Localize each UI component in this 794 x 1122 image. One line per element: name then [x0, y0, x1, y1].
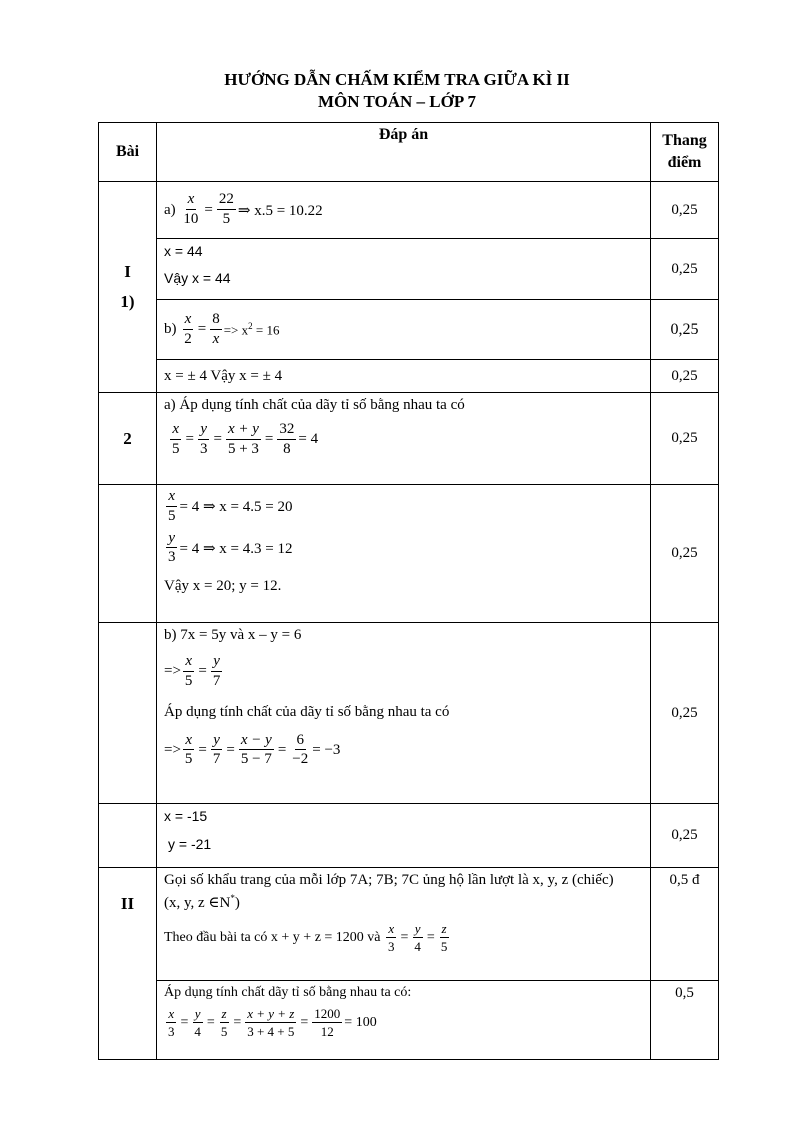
points-cell: 0,25 — [651, 300, 719, 360]
grading-table — [98, 122, 719, 1060]
answer-cell: x = 44 Vậy x = 44 — [157, 239, 651, 300]
points-cell: 0,25 — [651, 182, 719, 239]
table-row — [99, 804, 719, 868]
bai-cell-I-1: I 1) — [99, 182, 157, 393]
answer-cell: $\frac{x}{5}$ = 4 ⇒ x = 4.5 = 20 $\frac{y}{3}$ = 4 ⇒ x = 4.3 = 12 Vậy x = 20; y = 12. — [157, 485, 651, 623]
answer-cell: a) $\frac{x}{10}$ = $\frac{22}{5}$ ⇒ x.5 = 10.22 — [157, 182, 651, 239]
header-bai: Bài — [99, 123, 157, 182]
bai-cell-2: 2 — [99, 393, 157, 485]
header-row — [99, 123, 719, 182]
table-row — [99, 981, 719, 1060]
table-row — [99, 239, 719, 300]
answer-cell: Gọi số khẩu trang của mỗi lớp 7A; 7B; 7C ủng hộ lần lượt là x, y, z (chiếc) (x, y, z ∈N*) Theo đầu bài ta có x + y + z = 1200 và $\frac{x}{3}$ = $\frac{y}{4}$ = $\frac{z}{5}$ — [157, 868, 651, 981]
points-cell: 0,25 — [651, 804, 719, 868]
bai-cell-empty — [99, 485, 157, 623]
table-row — [99, 868, 719, 981]
bai-cell-empty — [99, 804, 157, 868]
table-row — [99, 182, 719, 239]
points-cell: 0,25 — [651, 393, 719, 485]
table-row — [99, 623, 719, 804]
table-row — [99, 485, 719, 623]
points-cell: 0,5 — [651, 981, 719, 1060]
points-cell: 0,5 đ — [651, 868, 719, 981]
page-title: HƯỚNG DẪN CHẤM KIỂM TRA GIỮA KÌ II — [224, 70, 570, 89]
table-row — [99, 300, 719, 360]
header-dap-an: Đáp án — [157, 123, 651, 182]
answer-cell: x = ± 4 Vậy x = ± 4 — [157, 360, 651, 393]
answer-cell: b) $\frac{x}{2}$ = $\frac{8}{x}$ => $x^2 = 16$ — [157, 300, 651, 360]
points-cell: 0,25 — [651, 360, 719, 393]
answer-cell: b) 7x = 5y và x – y = 6 => $\frac{x}{5}$ = $\frac{y}{7}$ Áp dụng tính chất của dãy tỉ số bằng nhau ta có => $\frac{x}{5}$ = $\frac{y}{7}$ = $\frac{x - y}{5 - 7}$ = $\frac{6}{-2}$ = −3 — [157, 623, 651, 804]
answer-cell: x = -15 y = -21 — [157, 804, 651, 868]
page-subtitle: MÔN TOÁN – LỚP 7 — [317, 92, 477, 111]
points-cell: 0,25 — [651, 485, 719, 623]
points-cell: 0,25 — [651, 239, 719, 300]
table-row — [99, 360, 719, 393]
bai-cell-empty — [99, 623, 157, 804]
bai-cell-II: II — [99, 868, 157, 1060]
answer-cell: Áp dụng tính chất dãy tỉ số bằng nhau ta có: $\frac{x}{3}$ = $\frac{y}{4}$ = $\frac{z}{5}$ = $\frac{x + y + z}{3 + 4 + 5}$ = $\frac{1200}{12}$ = 100 — [157, 981, 651, 1060]
table-row — [99, 393, 719, 485]
points-cell: 0,25 — [651, 623, 719, 804]
header-thang-diem: Thang điểm — [651, 123, 719, 182]
answer-cell: a) Áp dụng tính chất của dãy tỉ số bằng nhau ta có $\frac{x}{5}$ = $\frac{y}{3}$ = $\frac{x + y}{5 + 3}$ = $\frac{32}{8}$ = 4 — [157, 393, 651, 485]
